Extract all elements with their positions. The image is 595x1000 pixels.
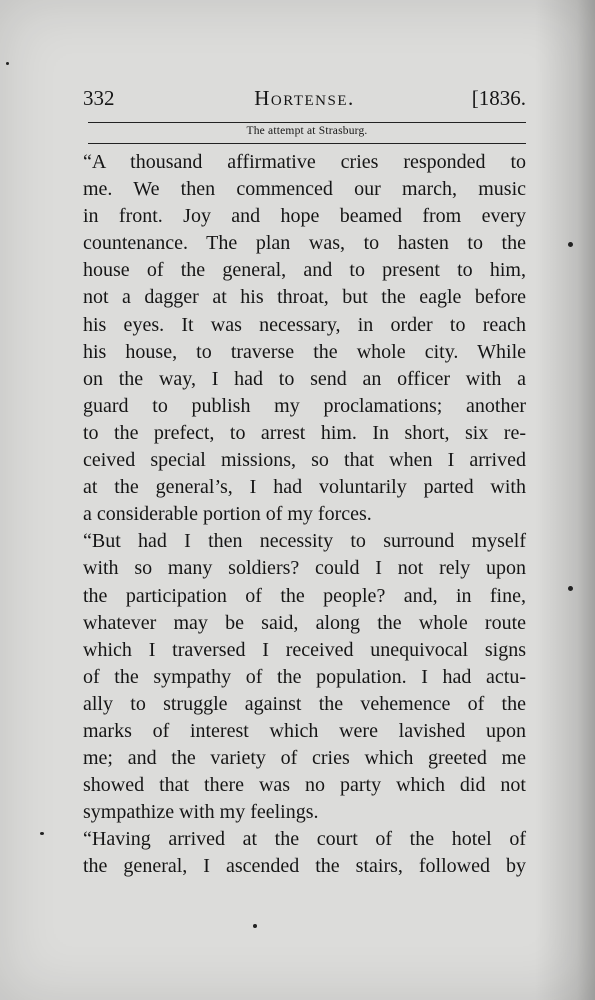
text-line: “But had I then necessity to surround myself bbox=[83, 530, 526, 553]
text-line: of the sympathy of the population. I had actu- bbox=[83, 665, 526, 688]
text-line: whatever may be said, along the whole route bbox=[83, 611, 526, 634]
text-line: me; and the variety of cries which greeted me bbox=[83, 747, 526, 770]
text-line: with so many soldiers? could I not rely upon bbox=[83, 557, 526, 580]
text-line: ceived special missions, so that when I arrived bbox=[83, 449, 526, 472]
text-line: showed that there was no party which did not bbox=[83, 774, 526, 797]
text-line: guard to publish my proclamations; another bbox=[83, 394, 526, 417]
text-line: “A thousand affirmative cries responded to bbox=[83, 151, 526, 173]
text-line: me. We then commenced our march, music bbox=[83, 178, 526, 201]
body-text bbox=[83, 149, 526, 881]
running-title: Hortense. bbox=[254, 86, 355, 110]
text-line: his eyes. It was necessary, in order to reach bbox=[83, 313, 526, 336]
text-line: on the way, I had to send an officer with a bbox=[83, 367, 526, 390]
text-line: at the general’s, I had voluntarily parted with bbox=[83, 476, 526, 499]
text-line: not a dagger at his throat, but the eagle before bbox=[83, 286, 526, 309]
ink-speck bbox=[253, 924, 257, 928]
text-line: house of the general, and to present to him, bbox=[83, 259, 526, 282]
text-line: in front. Joy and hope beamed from every bbox=[83, 205, 526, 228]
ink-speck bbox=[40, 832, 44, 835]
ink-speck bbox=[568, 586, 573, 591]
header-rule-bottom bbox=[88, 143, 526, 144]
page-gutter-shadow bbox=[535, 0, 595, 1000]
text-line: the participation of the people? and, in fine, bbox=[83, 584, 526, 607]
ink-speck bbox=[6, 62, 9, 65]
text-line: ally to struggle against the vehemence of the bbox=[83, 692, 526, 715]
text-line: a considerable portion of my forces. bbox=[83, 503, 372, 526]
text-line: countenance. The plan was, to hasten to the bbox=[83, 232, 526, 255]
header-rule-top bbox=[88, 122, 526, 123]
text-line: “Having arrived at the court of the hotel of bbox=[83, 828, 526, 851]
page-number: 332 bbox=[83, 86, 115, 110]
text-line: sympathize with my feelings. bbox=[83, 801, 319, 824]
ink-speck bbox=[568, 242, 573, 247]
running-head bbox=[83, 86, 526, 116]
running-year: [1836. bbox=[471, 86, 526, 110]
text-line: which I traversed I received unequivocal signs bbox=[83, 638, 526, 661]
text-line: his house, to traverse the whole city. While bbox=[83, 340, 526, 363]
text-line: marks of interest which were lavished upon bbox=[83, 719, 526, 742]
text-line: the general, I ascended the stairs, followed by bbox=[83, 855, 526, 878]
section-title: The attempt at Strasburg. bbox=[246, 125, 368, 137]
text-line: to the prefect, to arrest him. In short, six re- bbox=[83, 421, 526, 444]
